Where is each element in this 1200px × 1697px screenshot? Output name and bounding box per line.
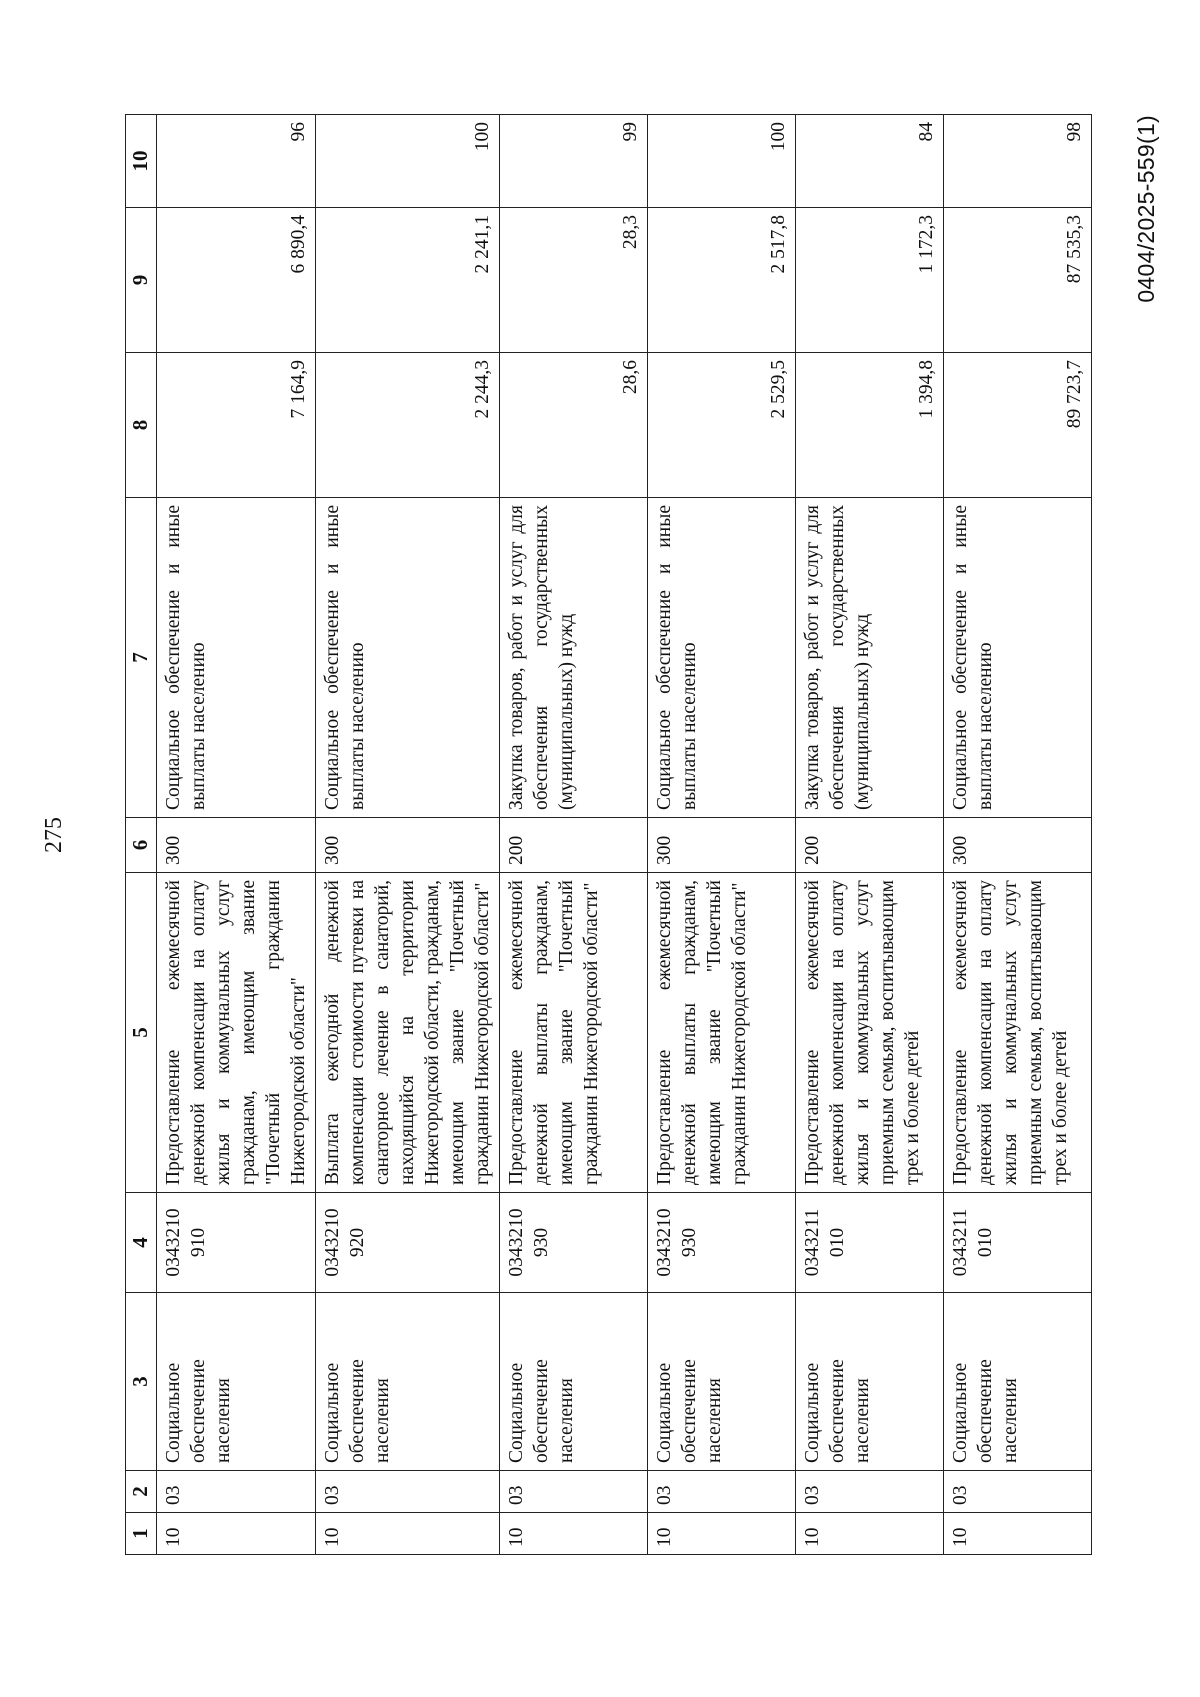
subsection-name: Социальное обеспечение населения <box>944 1293 1092 1471</box>
target-article-name: Выплата ежегодной денежной компенсации стоимости путевки на санаторное лечение в санаторий, находящийся на территории Нижегородской области, гражданам, имеющим звание "Почетный гражданин Нижегородской области" <box>316 873 500 1193</box>
table-row <box>500 115 648 1555</box>
subsection-name: Социальное обеспечение населения <box>796 1293 944 1471</box>
column-header: 7 <box>126 498 157 818</box>
table-row <box>796 115 944 1555</box>
section-code: 10 <box>648 1513 796 1555</box>
expense-type-name: Социальное обеспечение и иные выплаты населению <box>157 498 316 818</box>
expense-type-code: 300 <box>157 818 316 873</box>
executed-amount: 2 241,1 <box>316 208 500 353</box>
subsection-code: 03 <box>648 1471 796 1513</box>
subsection-code: 03 <box>157 1471 316 1513</box>
subsection-name: Социальное обеспечение населения <box>648 1293 796 1471</box>
expense-type-name: Закупка товаров, работ и услуг для обеспечения государственных (муниципальных) нужд <box>796 498 944 818</box>
column-header: 3 <box>126 1293 157 1471</box>
executed-amount: 28,3 <box>500 208 648 353</box>
executed-amount: 2 517,8 <box>648 208 796 353</box>
page-number: 275 <box>41 817 67 853</box>
subsection-code: 03 <box>944 1471 1092 1513</box>
expense-type-code: 300 <box>944 818 1092 873</box>
subsection-code: 03 <box>316 1471 500 1513</box>
table-row <box>316 115 500 1555</box>
target-article-name: Предоставление ежемесячной денежной компенсации на оплату жилья и коммунальных услуг приемным семьям, воспитывающим трех и более детей <box>796 873 944 1193</box>
expense-type-code: 300 <box>648 818 796 873</box>
subsection-name: Социальное обеспечение населения <box>500 1293 648 1471</box>
execution-percent: 100 <box>648 115 796 208</box>
column-number-header <box>126 115 157 1555</box>
table-row <box>944 115 1092 1555</box>
table-row <box>157 115 316 1555</box>
execution-percent: 100 <box>316 115 500 208</box>
planned-amount: 2 244,3 <box>316 353 500 498</box>
expense-type-name: Закупка товаров, работ и услуг для обеспечения государственных (муниципальных) нужд <box>500 498 648 818</box>
section-code: 10 <box>157 1513 316 1555</box>
column-header: 9 <box>126 208 157 353</box>
expense-type-name: Социальное обеспечение и иные выплаты населению <box>316 498 500 818</box>
document-code: 0404/2025-559(1) <box>1133 115 1159 303</box>
column-header: 10 <box>126 115 157 208</box>
target-article-code: 0343211 010 <box>944 1193 1092 1293</box>
executed-amount: 87 535,3 <box>944 208 1092 353</box>
execution-percent: 96 <box>157 115 316 208</box>
subsection-code: 03 <box>796 1471 944 1513</box>
subsection-name: Социальное обеспечение населения <box>157 1293 316 1471</box>
expense-type-name: Социальное обеспечение и иные выплаты населению <box>944 498 1092 818</box>
budget-table <box>125 114 1092 1555</box>
target-article-name: Предоставление ежемесячной денежной компенсации на оплату жилья и коммунальных услуг гражданам, имеющим звание "Почетный гражданин Нижегородской области" <box>157 873 316 1193</box>
planned-amount: 89 723,7 <box>944 353 1092 498</box>
rotated-document-page <box>41 115 1159 1555</box>
column-header: 8 <box>126 353 157 498</box>
planned-amount: 7 164,9 <box>157 353 316 498</box>
expense-type-code: 300 <box>316 818 500 873</box>
section-code: 10 <box>944 1513 1092 1555</box>
column-header: 1 <box>126 1513 157 1555</box>
target-article-name: Предоставление ежемесячной денежной выплаты гражданам, имеющим звание "Почетный гражданин Нижегородской области" <box>500 873 648 1193</box>
target-article-code: 0343210 910 <box>157 1193 316 1293</box>
target-article-name: Предоставление ежемесячной денежной компенсации на оплату жилья и коммунальных услуг приемным семьям, воспитывающим трех и более детей <box>944 873 1092 1193</box>
section-code: 10 <box>316 1513 500 1555</box>
column-header: 6 <box>126 818 157 873</box>
target-article-name: Предоставление ежемесячной денежной выплаты гражданам, имеющим звание "Почетный гражданин Нижегородской области" <box>648 873 796 1193</box>
subsection-code: 03 <box>500 1471 648 1513</box>
target-article-code: 0343210 920 <box>316 1193 500 1293</box>
expense-type-code: 200 <box>796 818 944 873</box>
planned-amount: 2 529,5 <box>648 353 796 498</box>
planned-amount: 1 394,8 <box>796 353 944 498</box>
target-article-code: 0343211 010 <box>796 1193 944 1293</box>
target-article-code: 0343210 930 <box>500 1193 648 1293</box>
planned-amount: 28,6 <box>500 353 648 498</box>
table-row <box>648 115 796 1555</box>
column-header: 4 <box>126 1193 157 1293</box>
section-code: 10 <box>500 1513 648 1555</box>
execution-percent: 84 <box>796 115 944 208</box>
execution-percent: 99 <box>500 115 648 208</box>
column-header: 2 <box>126 1471 157 1513</box>
expense-type-name: Социальное обеспечение и иные выплаты населению <box>648 498 796 818</box>
executed-amount: 1 172,3 <box>796 208 944 353</box>
executed-amount: 6 890,4 <box>157 208 316 353</box>
subsection-name: Социальное обеспечение населения <box>316 1293 500 1471</box>
execution-percent: 98 <box>944 115 1092 208</box>
column-header: 5 <box>126 873 157 1193</box>
expense-type-code: 200 <box>500 818 648 873</box>
target-article-code: 0343210 930 <box>648 1193 796 1293</box>
section-code: 10 <box>796 1513 944 1555</box>
